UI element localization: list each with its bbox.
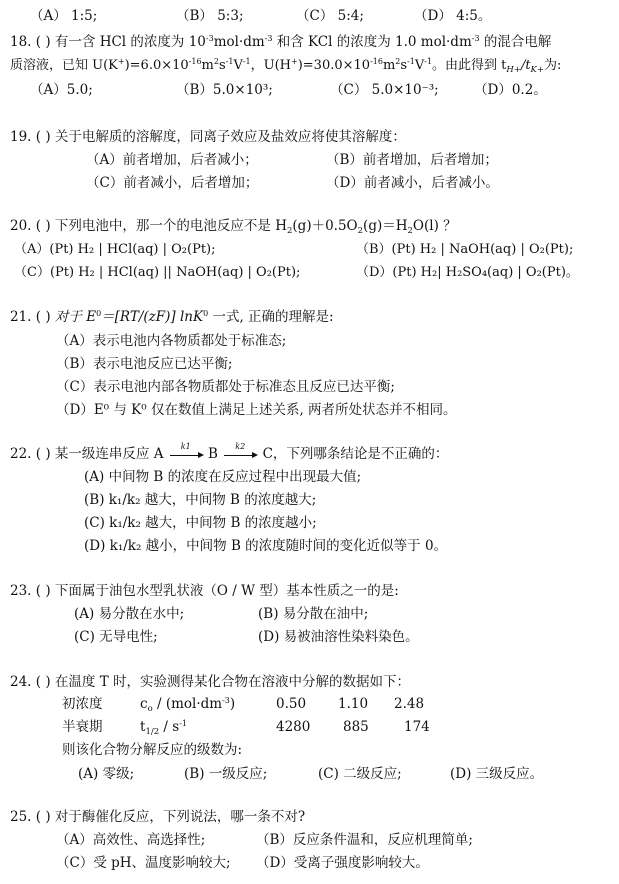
q18-text: ，U(H: [250, 58, 291, 73]
q18-text: )=6.0×10: [124, 58, 189, 73]
q18-sup: -1: [242, 57, 251, 66]
table-cell: 885: [343, 719, 369, 735]
q18-text: m: [382, 58, 396, 73]
q23-option-a: (A) 易分散在水中;: [74, 606, 185, 622]
q22-stem: [10, 441, 449, 465]
q25-number: 25.: [10, 809, 32, 825]
q25-option-a: （A）高效性、高选择性;: [56, 832, 206, 848]
q24-option-d: (D) 三级反应。: [450, 766, 544, 782]
q18-stem-line1: [10, 32, 551, 52]
q18-text: 。由此得到 t: [432, 58, 507, 73]
q17-option-a: （A） 1:5;: [30, 8, 98, 24]
q20-answer-blank: ( ): [35, 218, 51, 234]
table-cell: 1.10: [338, 696, 369, 712]
q18-text: 质溶液，已知 U(K: [10, 58, 118, 73]
q24-text: / (mol·dm: [152, 696, 223, 712]
q20-option-d: （D）(Pt) H₂| H₂SO₄(aq) | O₂(Pt)。: [356, 265, 579, 280]
q21-answer-blank: ( ): [35, 309, 51, 325]
q24-text: 在温度 T 时，实验测得某化合物在溶液中分解的数据如下：: [54, 674, 410, 690]
q19-option-a: （A）前者增加，后者减小；: [86, 152, 258, 168]
q24-row1-label: 初浓度: [62, 696, 103, 712]
q18-sub: H+: [506, 65, 521, 75]
q22-option-c: (C) k₁/k₂ 越大，中间物 B 的浓度越小;: [84, 515, 317, 531]
q24-sup: -3: [222, 696, 230, 705]
q18-sup: -1: [424, 57, 433, 66]
q18-option-a: （A）5.0;: [30, 82, 93, 98]
q22-option-a: (A) 中间物 B 的浓度在反应过程中出现最大值;: [84, 469, 362, 485]
k2-label: k2: [235, 441, 246, 451]
q18-answer-blank: ( ): [35, 34, 51, 50]
q18-option-d: （D）0.2。: [474, 82, 547, 98]
q17-option-d: （D） 4:5。: [414, 8, 492, 24]
q24-text: / s: [159, 719, 180, 735]
q25-stem: [10, 807, 305, 827]
q18-option-b: （B）5.0×10³;: [176, 82, 273, 98]
q18-text: s: [218, 58, 226, 73]
q24-sub: o: [147, 704, 153, 714]
q23-option-c: (C) 无导电性;: [74, 629, 158, 645]
reaction-arrow-k1: [168, 441, 204, 465]
q25-option-b: （B）反应条件温和，反应机理简单;: [256, 832, 473, 848]
q18-text: V: [233, 58, 243, 73]
table-cell: 0.50: [276, 696, 307, 712]
q24-row2-label: 半衰期: [62, 719, 103, 735]
q22-option-b: (B) k₁/k₂ 越大，中间物 B 的浓度越大;: [84, 492, 317, 508]
q24-ask: 则该化合物分解反应的级数为:: [62, 742, 243, 758]
q21-option-b: （B）表示电池反应已达平衡;: [56, 356, 233, 372]
q20-option-c: （C）(Pt) H₂ | HCl(aq) || NaOH(aq) | O₂(Pt);: [14, 265, 301, 280]
q20-stem: [10, 216, 457, 236]
q24-row2-unit: [140, 717, 187, 737]
q20-sub: 2: [407, 226, 413, 236]
q18-text: 的混合电解: [479, 34, 552, 50]
q19-option-c: （C）前者减小，后者增加；: [86, 175, 259, 191]
q18-sup: -1: [407, 57, 415, 66]
q18-sup: +: [291, 57, 298, 66]
q23-answer-blank: ( ): [35, 583, 51, 599]
q20-text: (g)＋0.5O: [292, 218, 358, 234]
q24-stem: [10, 672, 410, 692]
q19-answer-blank: ( ): [35, 129, 51, 145]
q20-sub: 2: [357, 226, 364, 236]
q24-option-a: (A) 零级;: [78, 766, 135, 782]
q24-text: ): [229, 696, 236, 712]
q18-sup: -3: [471, 34, 480, 43]
q25-answer-blank: ( ): [35, 809, 51, 825]
q23-option-b: (B) 易分散在油中;: [258, 606, 369, 622]
q20-option-a: （A）(Pt) H₂ | HCl(aq) | O₂(Pt);: [14, 242, 216, 257]
q21-text: 一式, 正确的理解是:: [208, 309, 334, 325]
q18-text: )=30.0×10: [297, 58, 371, 73]
q19-number: 19.: [10, 129, 32, 145]
arrow-line: [170, 455, 202, 456]
q21-sup: 0: [96, 309, 102, 318]
q18-option-c: （C） 5.0×10⁻³;: [330, 82, 439, 98]
q18-sub: K+: [530, 65, 545, 75]
q24-answer-blank: ( ): [35, 674, 51, 690]
q18-sup: -1: [225, 57, 234, 66]
q25-text: 对于酶催化反应，下列说法，哪一条不对?: [54, 809, 306, 825]
q24-option-c: (C) 二级反应;: [318, 766, 402, 782]
q21-number: 21.: [10, 309, 32, 325]
q18-sup: -3: [205, 34, 214, 43]
q18-sup: +: [117, 57, 125, 66]
q18-stem-line2: [10, 56, 561, 76]
q20-text: 下列电池中，那一个的电池反应不是 H: [54, 218, 287, 234]
q18-text: 有一含 HCl 的浓度为 10: [54, 34, 206, 50]
q25-option-d: （D）受离子强度影响较大。: [256, 855, 429, 871]
q24-text: c: [140, 696, 148, 712]
q20-option-b: （B）(Pt) H₂ | NaOH(aq) | O₂(Pt);: [356, 242, 574, 257]
q24-option-b: (B) 一级反应;: [184, 766, 268, 782]
q21-option-d: （D）E⁰ 与 K⁰ 仅在数值上满足上述关系, 两者所处状态并不相同。: [56, 402, 457, 418]
q18-text: 和含 KCl 的浓度为 1.0 mol·dm: [272, 34, 472, 50]
q19-option-b: （B）前者增加，后者增加；: [326, 152, 498, 168]
q22-answer-blank: ( ): [35, 446, 51, 462]
q18-sup: -16: [370, 57, 383, 66]
q20-number: 20.: [10, 218, 32, 234]
q18-sup: -3: [264, 34, 273, 43]
q18-sup: 2: [395, 57, 401, 66]
q24-sub: 1/2: [145, 727, 160, 737]
q18-text: m: [201, 58, 214, 73]
q22-option-d: (D) k₁/k₂ 越小，中间物 B 的浓度随时间的变化近似等于 0。: [84, 538, 448, 554]
q18-text: /t: [520, 58, 531, 73]
table-cell: 4280: [276, 719, 311, 735]
q19-stem: [10, 127, 406, 147]
q20-text: O(l) ？: [412, 218, 457, 234]
q19-option-d: （D）前者减小，后者减小。: [326, 175, 499, 191]
arrow-line: [224, 455, 256, 456]
q24-text: t: [140, 719, 146, 735]
q22-text: C，下列哪条结论是不正确的：: [262, 446, 449, 462]
q19-text: 关于电解质的溶解度，同离子效应及盐效应将使其溶解度：: [54, 129, 406, 145]
table-cell: 174: [404, 719, 430, 735]
q18-sup: 2: [213, 57, 219, 66]
q25-option-c: （C）受 pH、温度影响较大;: [56, 855, 231, 871]
q18-text: V: [414, 58, 425, 73]
q24-sup: -1: [179, 719, 187, 728]
q21-sup: 0: [203, 309, 209, 318]
q23-stem: [10, 581, 399, 601]
q21-option-a: （A）表示电池内各物质都处于标准态;: [56, 333, 287, 349]
q22-number: 22.: [10, 446, 32, 462]
reaction-arrow-k2: [222, 441, 258, 465]
k1-label: k1: [180, 441, 191, 451]
q20-text: (g)＝H: [363, 218, 408, 234]
q18-text: mol·dm: [213, 34, 265, 50]
q17-option-c: （C） 5:4;: [296, 8, 364, 24]
q17-option-b: （B） 5:3;: [176, 8, 244, 24]
q18-sup: -16: [188, 57, 202, 66]
q23-text: 下面属于油包水型乳状液（O / W 型）基本性质之一的是:: [54, 583, 399, 599]
q21-option-c: （C）表示电池内部各物质都处于标准态且反应已达平衡;: [56, 379, 395, 395]
q24-number: 24.: [10, 674, 32, 690]
q18-text: s: [400, 58, 408, 73]
q22-text: B: [208, 446, 218, 462]
q23-option-d: (D) 易被油溶性染料染色。: [258, 629, 419, 645]
table-cell: 2.48: [394, 696, 425, 712]
q18-text: 为:: [544, 58, 562, 73]
q21-text: 对于 E: [54, 309, 97, 325]
q21-stem: [10, 307, 334, 327]
q24-row1-unit: [140, 694, 235, 714]
q20-sub: 2: [286, 226, 293, 236]
q23-number: 23.: [10, 583, 32, 599]
q22-text: 某一级连串反应 A: [54, 446, 164, 462]
q21-text: ＝[RT/(zF)] lnK: [101, 309, 204, 325]
q18-number: 18.: [10, 34, 32, 50]
